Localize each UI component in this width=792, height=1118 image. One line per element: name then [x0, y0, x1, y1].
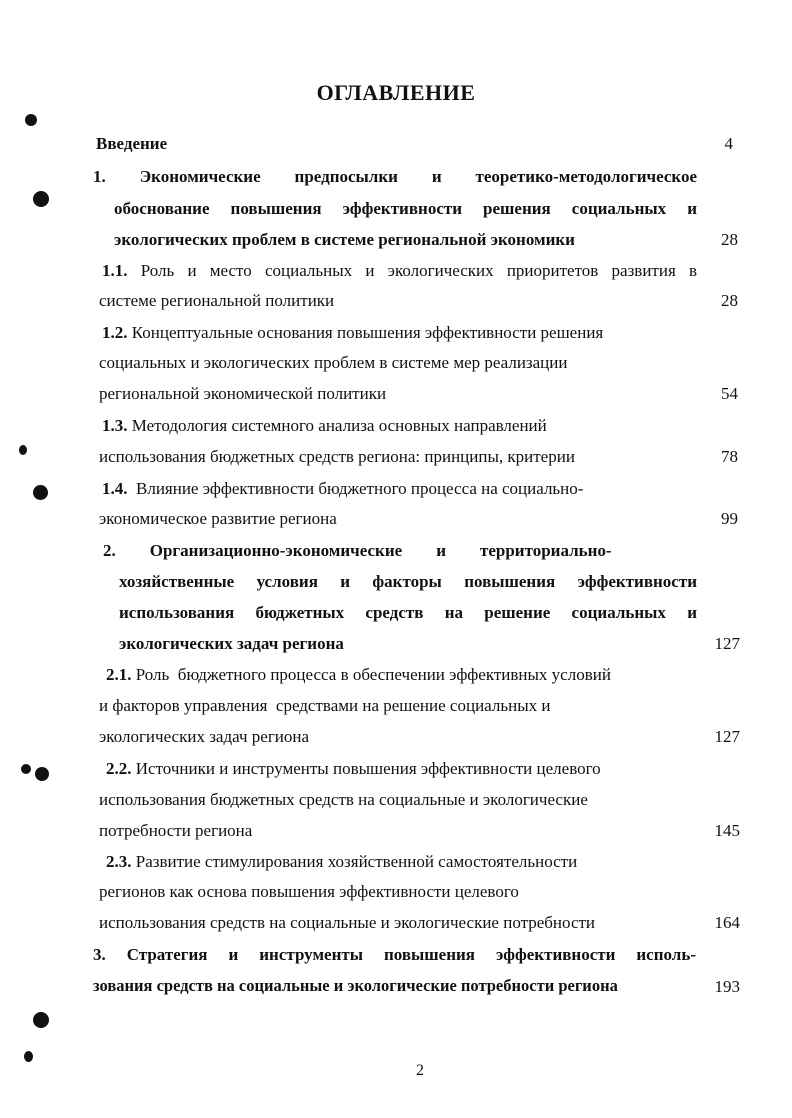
toc-entry-ch1-line2: обоснование повышения эффективности решения социальных и	[114, 199, 697, 218]
toc-entry-2-2-text: Источники и инструменты повышения эффективности целевого	[131, 759, 601, 778]
toc-entry-ch1-line3: экологических проблем в системе региональной экономики	[114, 230, 575, 249]
page-number: 2	[416, 1062, 424, 1079]
scan-dot	[33, 485, 48, 500]
toc-entry-2-3-number: 2.3.	[106, 852, 132, 871]
toc-entry-2-3-line2: регионов как основа повышения эффективности целевого	[99, 882, 519, 901]
toc-entry-2-3-line1	[106, 851, 577, 873]
page-title: ОГЛАВЛЕНИЕ	[316, 80, 476, 105]
toc-entry-1-2-number: 1.2.	[102, 323, 128, 342]
toc-entry-ch2-line3: использования бюджетных средств на решение социальных и	[119, 603, 697, 622]
toc-page-1-4: 99	[721, 509, 738, 528]
toc-page-ch2: 127	[714, 634, 740, 653]
toc-entry-ch3-line2: зования средств на социальные и экологические потребности региона	[93, 976, 618, 995]
toc-entry-ch2-line2: хозяйственные условия и факторы повышения эффективности	[119, 572, 697, 591]
toc-entry-2-3-text: Развитие стимулирования хозяйственной самостоятельности	[131, 852, 578, 871]
scan-dot	[33, 191, 49, 207]
toc-page-ch3: 193	[714, 977, 740, 996]
toc-entry-ch1-line1: 1. Экономические предпосылки и теоретико-методологическое	[93, 167, 697, 186]
toc-entry-1-3-line1	[102, 415, 547, 437]
toc-entry-ch2-line1: 2. Организационно-экономические и территориально-	[103, 541, 612, 560]
toc-entry-1-4-line1	[102, 478, 583, 500]
toc-entry-2-1-line3: экологических задач региона	[99, 727, 310, 746]
toc-entry-1-3-text: Методология системного анализа основных направлений	[127, 416, 547, 435]
toc-entry-2-1-line2: и факторов управления средствами на решение социальных и	[99, 696, 551, 715]
toc-entry-1-2-line2: социальных и экологических проблем в системе мер реализации	[99, 353, 568, 372]
toc-entry-2-2-number: 2.2.	[106, 759, 132, 778]
scan-dot	[24, 1051, 33, 1062]
toc-entry-1-1-text: Роль и место социальных и экологических приоритетов развития в	[140, 261, 698, 280]
toc-page-intro: 4	[724, 134, 733, 153]
toc-entry-2-1-text: Роль бюджетного процесса в обеспечении эффективных условий	[131, 665, 611, 684]
scan-dot	[19, 445, 27, 455]
toc-page-1-1: 28	[721, 291, 738, 310]
toc-entry-1-4-number: 1.4.	[102, 479, 128, 498]
scan-dot	[21, 764, 31, 774]
toc-entry-1-1-number: 1.1.	[102, 261, 141, 280]
scan-dot	[35, 767, 49, 781]
toc-entry-intro: Введение	[96, 134, 168, 153]
toc-page-1-3: 78	[721, 447, 738, 466]
scan-dot	[33, 1012, 49, 1028]
toc-entry-1-3-number: 1.3.	[102, 416, 128, 435]
toc-entry-2-2-line1	[106, 758, 601, 780]
toc-entry-2-2-line2: использования бюджетных средств на социальные и экологические	[99, 790, 588, 809]
toc-page-ch1: 28	[721, 230, 738, 249]
toc-entry-1-3-line2: использования бюджетных средств региона: принципы, критерии	[99, 447, 575, 466]
toc-entry-1-2-line3: региональной экономической политики	[99, 384, 387, 403]
toc-entry-1-2-line1	[102, 322, 603, 344]
toc-page-1-2: 54	[721, 384, 738, 403]
toc-entry-1-1-line2: системе региональной политики	[99, 291, 335, 310]
toc-entry-1-4-line2: экономическое развитие региона	[99, 509, 337, 528]
toc-entry-1-4-text: Влияние эффективности бюджетного процесса на социально-	[127, 479, 584, 498]
toc-entry-2-3-line3: использования средств на социальные и экологические потребности	[99, 913, 596, 932]
toc-entry-ch2-line4: экологических задач региона	[119, 634, 344, 653]
scan-dot	[25, 114, 37, 126]
toc-entry-ch3-line1: 3. Стратегия и инструменты повышения эффективности исполь-	[93, 945, 696, 964]
toc-entry-2-1-line1	[106, 664, 611, 686]
toc-entry-2-1-number: 2.1.	[106, 665, 132, 684]
toc-page-2-1: 127	[714, 727, 740, 746]
toc-entry-1-2-text: Концептуальные основания повышения эффективности решения	[127, 323, 604, 342]
toc-entry-2-2-line3: потребности региона	[99, 821, 253, 840]
toc-page-2-2: 145	[714, 821, 740, 840]
toc-page-2-3: 164	[714, 913, 740, 932]
toc-entry-1-1-line1	[102, 260, 697, 282]
